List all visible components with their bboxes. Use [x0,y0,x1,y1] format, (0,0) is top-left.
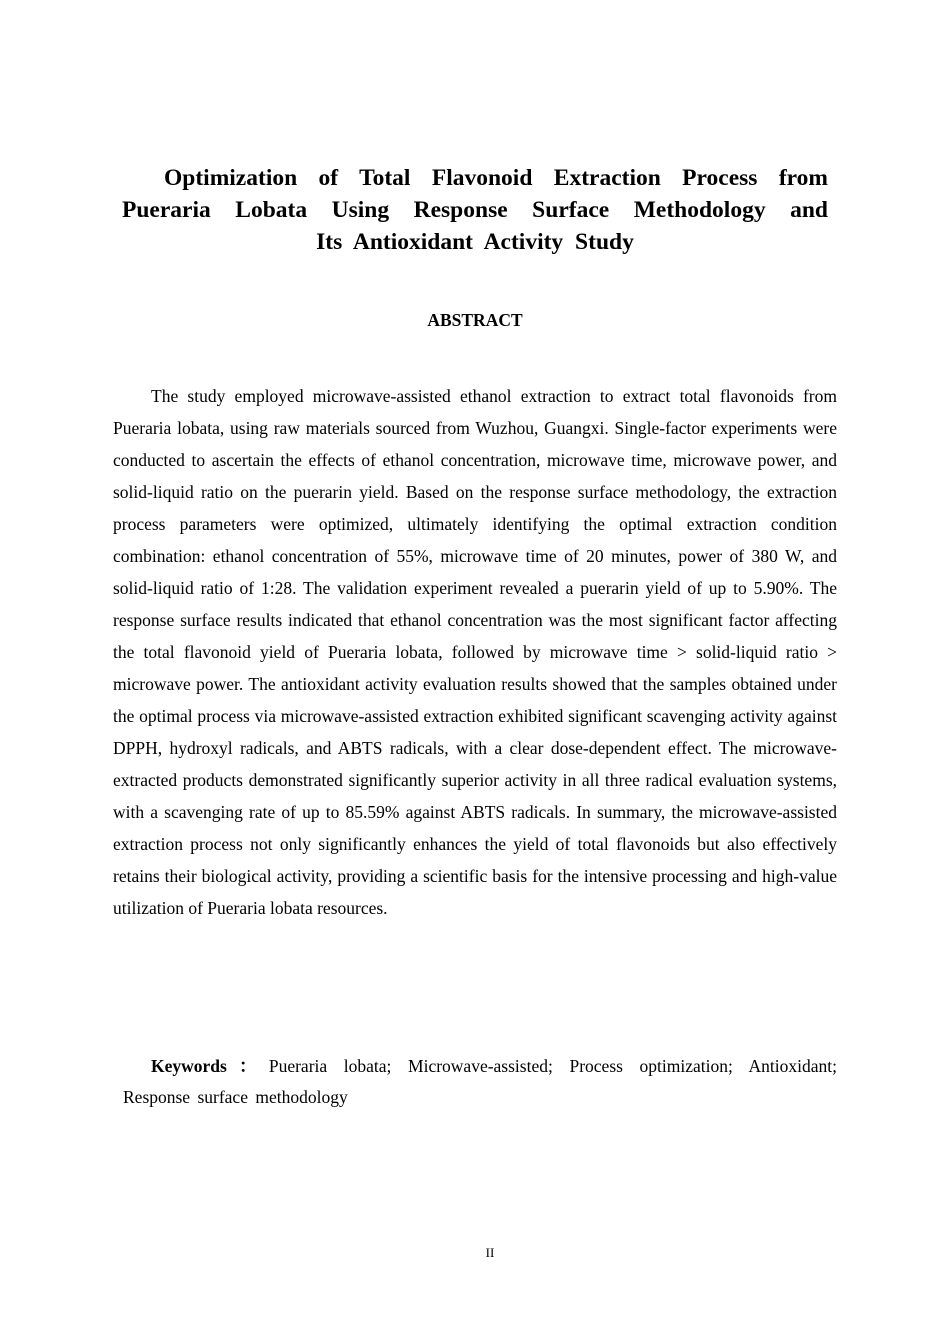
title-line-2: Pueraria Lobata Using Response Surface Methodology and [122,197,828,223]
keywords-line-1 [113,1051,837,1082]
paper-title [122,162,828,258]
keywords-terms-line-2: Response surface methodology [123,1087,348,1107]
page-number: II [485,1245,495,1260]
keywords-terms-line-1: Pueraria lobata; Microwave-assisted; Process optimization; Antioxidant; [268,1056,838,1076]
title-line-3: Its Antioxidant Activity Study [316,229,634,255]
title-line-1: Optimization of Total Flavonoid Extraction Process from [164,165,828,191]
keywords-label: Keywords： [151,1056,269,1076]
abstract-heading: ABSTRACT [427,310,523,330]
abstract-paragraph: The study employed microwave-assisted ethanol extraction to extract total flavonoids from Pueraria lobata, using raw materials sourced from Wuzhou, Guangxi. Single-factor experiments were conducted to ascertain the effects of ethanol concentration, microwave time, microwave power, and solid-liquid ratio on the puerarin yield. Based on the response surface methodology, the extraction process parameters were optimized, ultimately identifying the optimal extraction condition combination: ethanol concentration of 55%, microwave time of 20 minutes, power of 380 W, and solid-liquid ratio of 1:28. The validation experiment revealed a puerarin yield of up to 5.90%. The response surface results indicated that ethanol concentration was the most significant factor affecting the total flavonoid yield of Pueraria lobata, followed by microwave time > solid-liquid ratio > microwave power. The antioxidant activity evaluation results showed that the samples obtained under the optimal process via microwave-assisted extraction exhibited significant scavenging activity against DPPH, hydroxyl radicals, and ABTS radicals, with a clear dose-dependent effect. The microwave-extracted products demonstrated significantly superior activity in all three radical evaluation systems, with a scavenging rate of up to 85.59% against ABTS radicals. In summary, the microwave-assisted extraction process not only significantly enhances the yield of total flavonoids but also effectively retains their biological activity, providing a scientific basis for the intensive processing and high-value utilization of Pueraria lobata resources. [113,386,837,918]
keywords-block [113,1051,837,1113]
